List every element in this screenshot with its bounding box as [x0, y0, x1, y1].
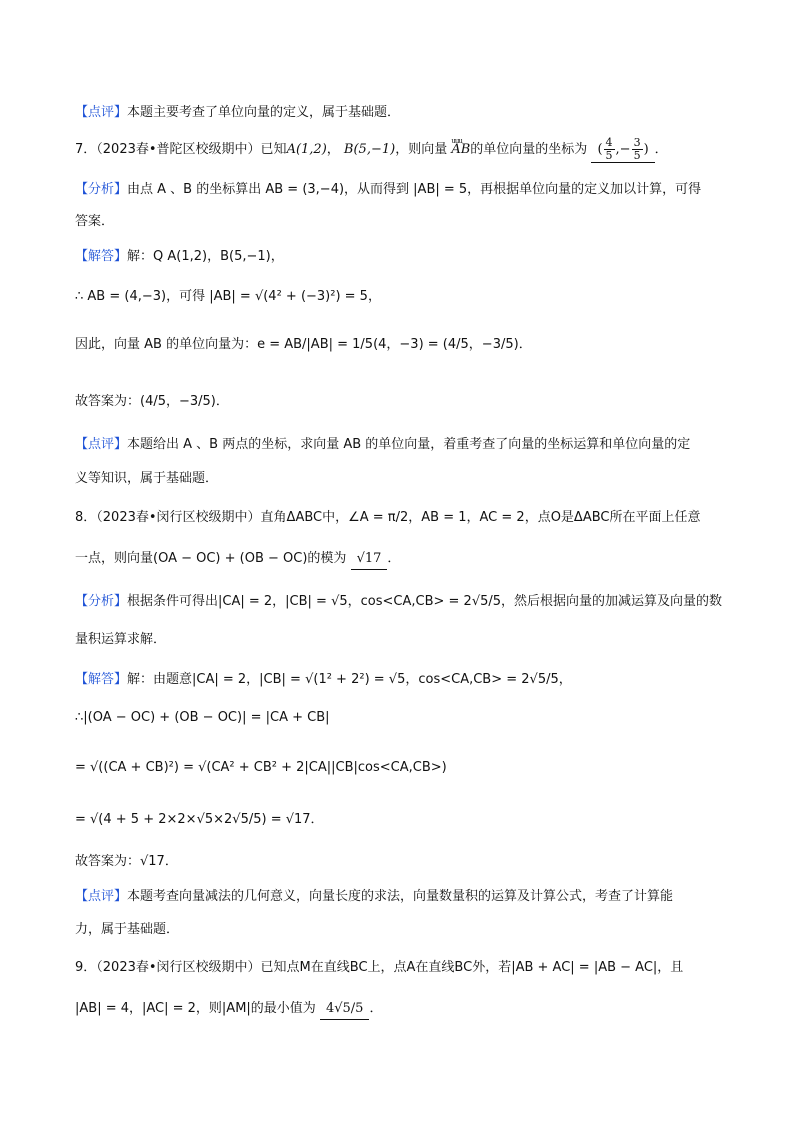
p8-stem-1	[75, 508, 700, 528]
p8-solution-3: = √((CA + CB)²) = √(CA² + CB² + 2|CA||CB|cos<CA,CB>)	[75, 760, 447, 775]
p6-review	[75, 103, 400, 123]
problem-number: 7．	[75, 142, 97, 157]
problem-source: （2023春•闵行区校级期中）	[96, 960, 261, 975]
stem-text: 直角ΔABC中，∠A = π/2，AB = 1，AC = 2，点O是ΔABC所在平面上任意	[260, 510, 701, 525]
problem-source: （2023春•普陀区校级期中）	[96, 142, 261, 157]
review-text: 本题主要考查了单位向量的定义，属于基础题．	[127, 105, 401, 120]
p8-final: 故答案为：√17．	[75, 854, 178, 869]
analysis-text: 由点 A 、B 的坐标算出 AB = (3,−4)，从而得到 |AB| = 5，再根据单位向量的定义加以计算，可得	[127, 182, 702, 197]
analysis-text: 根据条件可得出|CA| = 2，|CB| = √5，cos<CA,CB> = 2√5/5，然后根据向量的加减运算及向量的数	[127, 594, 723, 609]
stem-text: 已知	[260, 142, 287, 157]
p8-solution-1	[75, 670, 572, 690]
p8-review-2: 力，属于基础题．	[75, 922, 180, 937]
p9-stem-2: |AB| = 4，|AC| = 2，则|AM|的最小值为 4√5/5 ．	[75, 999, 382, 1020]
analysis-tag: 【分析】	[75, 182, 128, 197]
analysis-tag: 【分析】	[75, 594, 128, 609]
stem-text: |AB| = 4，|AC| = 2，则|AM|的最小值为	[75, 1001, 316, 1016]
answer: √17	[351, 549, 388, 570]
stem-text: 一点，则向量(OA − OC) + (OB − OC)的模为	[75, 551, 347, 566]
review-tag: 【点评】	[75, 437, 128, 452]
p8-analysis-1	[75, 592, 722, 612]
point-b: B(5,−1)	[343, 142, 396, 157]
review-text: 本题给出 A 、B 两点的坐标，求向量 AB 的单位向量，着重考查了向量的坐标运算和单位向量的定	[127, 437, 691, 452]
answer-blank: ( $\frac{4}{5}$ ,− $\frac{3}{5}$ )	[591, 137, 654, 163]
p8-review-1	[75, 887, 673, 907]
review-tag: 【点评】	[75, 105, 128, 120]
answer: 4√5/5	[320, 999, 369, 1020]
point-a: A(1,2)	[286, 142, 327, 157]
p7-stem: 7．（2023春•普陀区校级期中）已知A(1,2)， B(5,−1)，则向量 uuu AB的单位向量的坐标为 ( $\frac{4}{5}$ ,− $\frac{3}{5}$ ) ．	[75, 137, 668, 163]
stem-text: ，则向量	[395, 142, 448, 157]
p7-solution-1	[75, 247, 284, 267]
p8-solution-4: = √(4 + 5 + 2×2×√5×2√5/5) = √17．	[75, 812, 324, 827]
review-text: 本题考查向量减法的几何意义，向量长度的求法，向量数量积的运算及计算公式，考查了计算能	[127, 889, 674, 904]
p7-final: 故答案为：(4/5，−3/5)．	[75, 394, 229, 409]
problem-number: 8．	[75, 510, 97, 525]
p7-review-2: 义等知识，属于基础题．	[75, 471, 219, 486]
problem-source: （2023春•闵行区校级期中）	[96, 510, 261, 525]
problem-number: 9．	[75, 960, 97, 975]
p7-analysis-2: 答案．	[75, 214, 115, 229]
p7-analysis-1	[75, 180, 701, 200]
solution-text: 解：Q A(1,2)，B(5,−1)，	[127, 249, 284, 264]
vector-ab: uuu AB	[451, 140, 470, 160]
solution-text: 解：由题意|CA| = 2，|CB| = √(1² + 2²) = √5，cos<CA,CB> = 2√5/5，	[127, 672, 572, 687]
review-tag: 【点评】	[75, 889, 128, 904]
p8-analysis-2: 量积运算求解．	[75, 632, 167, 647]
solution-tag: 【解答】	[75, 249, 128, 264]
p7-solution-3: 因此，向量 AB 的单位向量为：e = AB/|AB| = 1/5(4，−3) = (4/5，−3/5)．	[75, 337, 532, 352]
p7-solution-2: ∴ AB = (4,−3)，可得 |AB| = √(4² + (−3)²) = 5，	[75, 289, 381, 304]
solution-tag: 【解答】	[75, 672, 128, 687]
p7-review-1	[75, 435, 690, 455]
p8-solution-2: ∴|(OA − OC) + (OB − OC)| = |CA + CB|	[75, 710, 330, 725]
p9-stem-1	[75, 958, 683, 978]
stem-text: 的单位向量的坐标为	[470, 142, 588, 157]
stem-text: 已知点M在直线BC上，点A在直线BC外，若|AB + AC| = |AB − AC|，且	[260, 960, 684, 975]
p8-stem-2: 一点，则向量(OA − OC) + (OB − OC)的模为 √17 ．	[75, 549, 400, 570]
